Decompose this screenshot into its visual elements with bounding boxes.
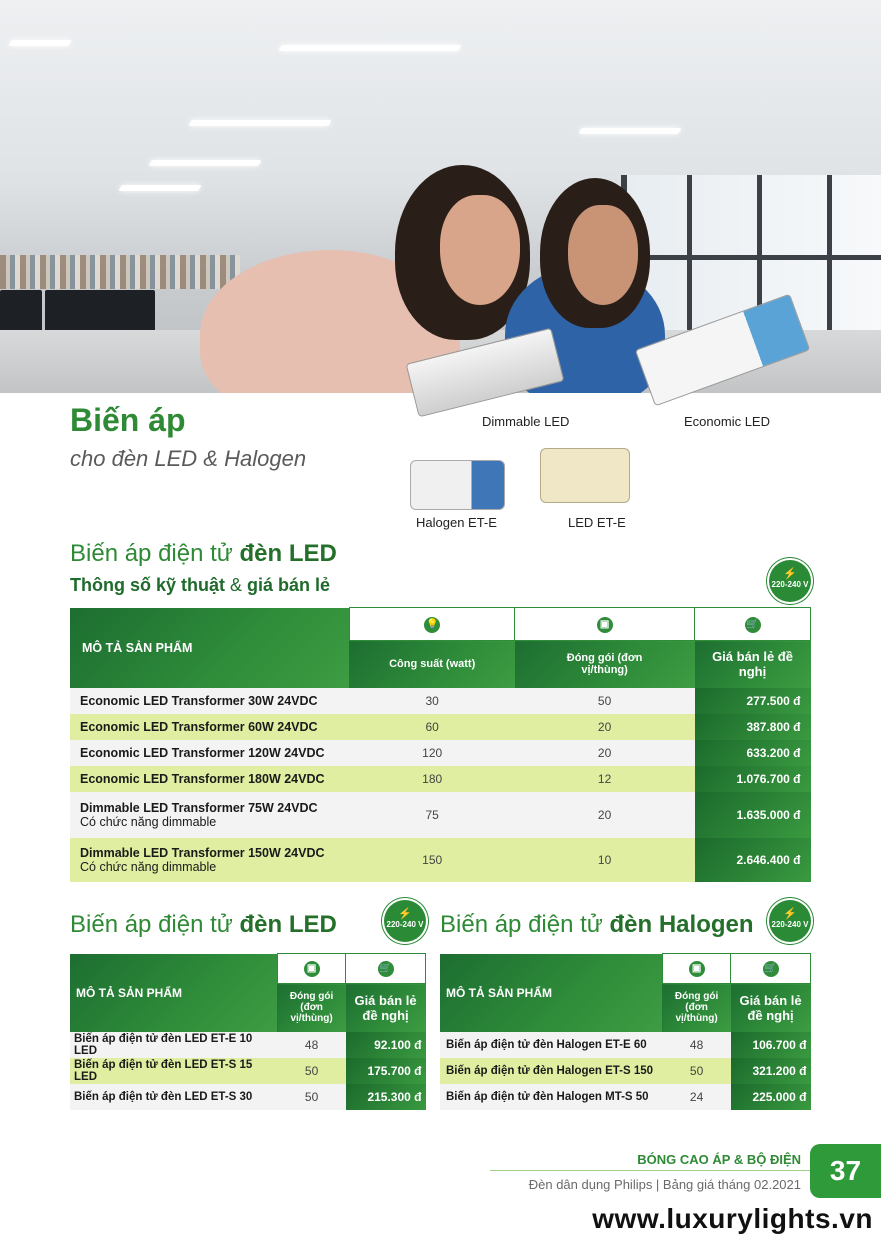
row-pack: 48 <box>663 1032 731 1058</box>
table-row <box>70 740 811 766</box>
col-pack: Đóng gói (đơn vị/thùng) <box>278 984 346 1032</box>
col-description: MÔ TẢ SẢN PHẨM <box>70 954 278 1032</box>
row-power: 75 <box>350 792 515 838</box>
ceiling-light <box>118 185 201 191</box>
heading-bold: đèn LED <box>239 911 337 938</box>
table-row <box>70 688 811 714</box>
lightning-icon: ⚡ <box>398 908 412 920</box>
row-name: Dimmable LED Transformer 75W 24VDC <box>80 800 318 815</box>
row-pack: 24 <box>663 1084 731 1110</box>
heading-prefix: Biến áp điện tử <box>440 911 610 938</box>
row-price: 1.076.700 đ <box>695 766 811 792</box>
subheading-amp: & <box>225 575 248 595</box>
power-icon-cell <box>350 608 515 641</box>
voltage-badge <box>769 560 811 602</box>
product-label: Economic LED <box>684 414 770 429</box>
col-price: Giá bán lẻ đề nghị <box>695 641 811 688</box>
led-et-e-image <box>540 448 630 503</box>
led-transformer-table <box>70 607 811 882</box>
row-name-cell <box>70 792 350 838</box>
table-row <box>70 792 811 838</box>
row-price: 106.700 đ <box>731 1032 811 1058</box>
row-name: Biến áp điện tử đèn Halogen ET-E 60 <box>440 1032 663 1058</box>
row-pack: 50 <box>515 688 695 714</box>
row-pack: 20 <box>515 792 695 838</box>
row-name: Biến áp điện tử đèn LED ET-S 30 <box>70 1084 278 1110</box>
cart-icon-cell <box>346 954 426 984</box>
row-name: Economic LED Transformer 60W 24VDC <box>70 714 350 740</box>
row-name: Biến áp điện tử đèn LED ET-S 15 LED <box>70 1058 278 1084</box>
ceiling-light <box>578 128 681 134</box>
product-label: LED ET-E <box>568 515 626 530</box>
row-name: Economic LED Transformer 180W 24VDC <box>70 766 350 792</box>
row-power: 120 <box>350 740 515 766</box>
voltage-badge <box>769 900 811 942</box>
subheading-b: giá bán lẻ <box>247 575 331 595</box>
col-pack: Đóng gói (đơn vị/thùng) <box>663 984 731 1032</box>
subheading-a: Thông số kỹ thuật <box>70 575 225 595</box>
lightning-icon: ⚡ <box>783 908 797 920</box>
table-row <box>70 1084 426 1110</box>
row-price: 175.700 đ <box>346 1058 426 1084</box>
row-price: 225.000 đ <box>731 1084 811 1110</box>
cart-icon: 🛒 <box>745 617 761 633</box>
row-power: 180 <box>350 766 515 792</box>
row-name: Economic LED Transformer 30W 24VDC <box>70 688 350 714</box>
row-price: 277.500 đ <box>695 688 811 714</box>
box-icon: ▣ <box>597 617 613 633</box>
table-row <box>70 838 811 882</box>
col-price: Giá bán lẻ đề nghị <box>346 984 426 1032</box>
row-note: Có chức năng dimmable <box>80 814 217 829</box>
ceiling-light <box>8 40 71 46</box>
halogen-electronic-table <box>440 953 811 1110</box>
row-price: 92.100 đ <box>346 1032 426 1058</box>
ceiling-light <box>278 45 461 51</box>
col-power: Công suất (watt) <box>350 641 515 688</box>
box-icon: ▣ <box>689 961 705 977</box>
cart-icon: 🛒 <box>378 961 394 977</box>
bulb-icon: 💡 <box>424 617 440 633</box>
heading-bold: đèn Halogen <box>609 911 754 938</box>
table-row <box>70 766 811 792</box>
row-name: Biến áp điện tử đèn Halogen MT-S 50 <box>440 1084 663 1110</box>
col-price: Giá bán lẻ đề nghị <box>731 984 811 1032</box>
led-electronic-table <box>70 953 426 1110</box>
row-pack: 50 <box>278 1084 346 1110</box>
row-name: Biến áp điện tử đèn Halogen ET-S 150 <box>440 1058 663 1084</box>
box-icon-cell <box>663 954 731 984</box>
row-price: 215.300 đ <box>346 1084 426 1110</box>
col-description: MÔ TẢ SẢN PHẨM <box>70 608 350 688</box>
section2-heading <box>70 911 337 939</box>
col-pack: Đóng gói (đơn vị/thùng) <box>515 641 695 688</box>
row-pack: 12 <box>515 766 695 792</box>
table-row <box>440 1032 811 1058</box>
row-pack: 48 <box>278 1032 346 1058</box>
box-icon-cell <box>515 608 695 641</box>
section3-heading <box>440 911 754 939</box>
box-icon-cell <box>278 954 346 984</box>
page-title: Biến áp <box>70 402 186 438</box>
row-pack: 50 <box>663 1058 731 1084</box>
footer-category: BÓNG CAO ÁP & BỘ ĐIỆN <box>637 1152 801 1167</box>
row-note: Có chức năng dimmable <box>80 859 217 874</box>
row-power: 150 <box>350 838 515 882</box>
page-subtitle: cho đèn LED & Halogen <box>70 446 307 471</box>
voltage-text: 220-240 V <box>771 580 809 589</box>
row-price: 633.200 đ <box>695 740 811 766</box>
footer-info: Đèn dân dụng Philips | Bảng giá tháng 02.2021 <box>528 1177 801 1192</box>
voltage-badge <box>384 900 426 942</box>
ceiling-light <box>188 120 331 126</box>
table-row <box>440 1084 811 1110</box>
col-description: MÔ TẢ SẢN PHẨM <box>440 954 663 1032</box>
cart-icon: 🛒 <box>763 961 779 977</box>
row-power: 60 <box>350 714 515 740</box>
cart-icon-cell <box>695 608 811 641</box>
row-name: Dimmable LED Transformer 150W 24VDC <box>80 845 325 860</box>
row-name: Economic LED Transformer 120W 24VDC <box>70 740 350 766</box>
heading-prefix: Biến áp điện tử <box>70 540 240 567</box>
halogen-et-e-image <box>410 460 505 510</box>
voltage-text: 220-240 V <box>771 920 809 929</box>
row-pack: 10 <box>515 838 695 882</box>
row-name: Biến áp điện tử đèn LED ET-E 10 LED <box>70 1032 278 1058</box>
cart-icon-cell <box>731 954 811 984</box>
person-left-face <box>440 195 520 305</box>
table-row <box>440 1058 811 1084</box>
row-pack: 20 <box>515 740 695 766</box>
section1-subheading <box>70 575 330 596</box>
box-icon: ▣ <box>304 961 320 977</box>
table-row <box>70 1058 426 1084</box>
voltage-text: 220-240 V <box>386 920 424 929</box>
lightning-icon: ⚡ <box>783 568 797 580</box>
row-price: 2.646.400 đ <box>695 838 811 882</box>
row-power: 30 <box>350 688 515 714</box>
row-name-cell <box>70 838 350 882</box>
row-price: 1.635.000 đ <box>695 792 811 838</box>
product-label: Dimmable LED <box>482 414 570 429</box>
table-row <box>70 1032 426 1058</box>
row-pack: 20 <box>515 714 695 740</box>
ceiling-light <box>148 160 261 166</box>
section1-heading <box>70 540 337 568</box>
row-pack: 50 <box>278 1058 346 1084</box>
table-row <box>70 714 811 740</box>
person-right-face <box>568 205 638 305</box>
row-price: 321.200 đ <box>731 1058 811 1084</box>
page-number: 37 <box>810 1144 881 1198</box>
product-label: Halogen ET-E <box>416 515 497 530</box>
footer-divider <box>490 1170 810 1171</box>
bookshelf <box>0 255 240 289</box>
heading-bold: đèn LED <box>239 540 337 567</box>
heading-prefix: Biến áp điện tử <box>70 911 240 938</box>
row-price: 387.800 đ <box>695 714 811 740</box>
website-url[interactable]: www.luxurylights.vn <box>592 1203 873 1234</box>
